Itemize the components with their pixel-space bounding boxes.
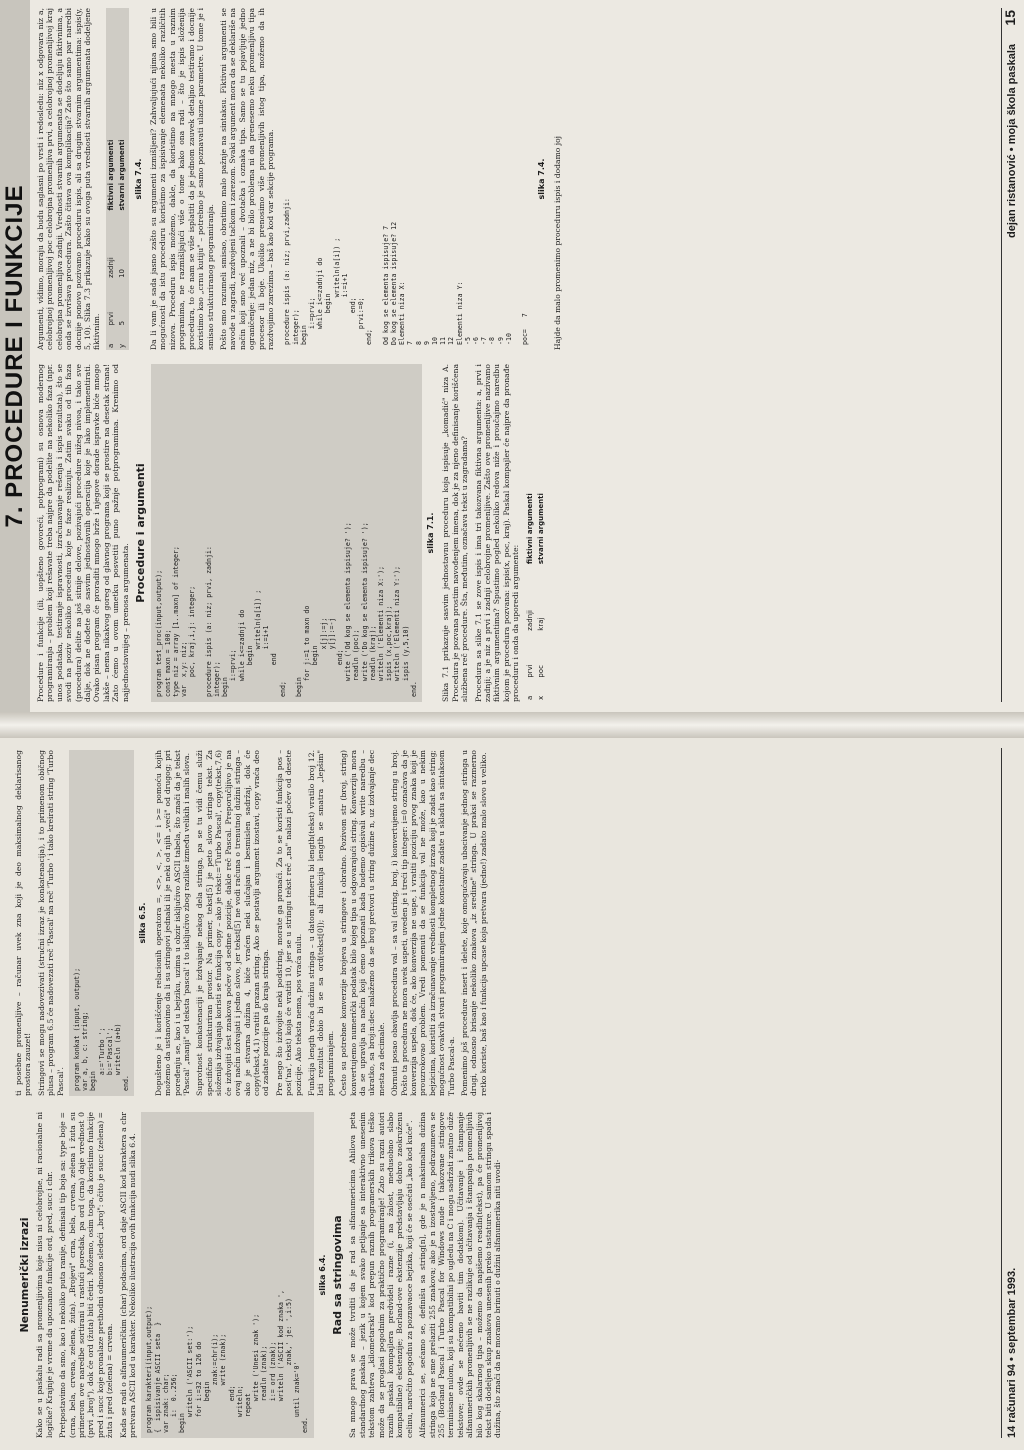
figure-caption: slika 6.4. xyxy=(317,1254,327,1296)
table-cell: a xyxy=(525,695,534,700)
table-cell: 10 xyxy=(118,268,127,278)
paragraph: Alfanumerici se, sećamo se, definišu sa string[n], gde je n maksimalna dužina stringa koja ne sme prelaziti 255 znakova; ako je n izostavljeno, podrazumeva se 255 (Borland Pascal i Turbo Pascal for Windows nude i takozvane stringove terminisane nulom, koji su kompatibilni po ugledu na C i mogu sadržati znatno duže tekstove; ovde se nećemo baviti tim dodatkom). Učitavanje i štampanje alfanumeričkih promenljivih se ne razlikuje od učitavanja i štampanja promenljivih bilo kog skalarnog tipa – možemo da napišemo readln(tekst), pa će promenljivoj tekst biti dodeljen skup znakova unesenih preko tastature. U samom stringu spada i dužina, što znači da ne moramo brinuti o dužini alfanumerika niti uvodi- xyxy=(418,1112,503,1438)
code-listing-6-4: program karakteri(input,output); { ispisivanje ASCII seta } var znak: char; i: 0..256; begin writeln ('ASCII set:'); for i:=32 to 126 do begin znak:=chr(i); write (znak); end; writeln; repeat write ('Unesi znak '); readln (znak); i:= ord (znak); writeln ('ASCII kod znaka ', znak,' je: ',i:5) until znak='0' end. xyxy=(141,1112,313,1438)
binding-gutter xyxy=(0,712,1024,738)
figure-caption: slika 7.1. xyxy=(425,512,435,554)
paragraph: Procedure i funkcije (ili, uopšteno govoreći, potprogrami) su osnova modernog programiranja – problem koji rešavate treba najpre da podelite na nekoliko faza (npr. unos podataka, testiranje ispravnosti, izračunavanje rešenja i ispis rezultata), što se svodi na poziv nekoliko procedura koje te faze realizuju. Zatim svaku od tih faza (procedura) delite na još sitnije delove, pozivajući procedure nižeg nivoa, i tako sve dalje, dok ne dođete do sasvim jednostavnih operacija koje je lako implementirati. Ovako pisan program će proraditi mnogo brže i njegove dorade ispravke biće mnogo lakše – nema nikakvog goreg od glavnog programa koji se prostire na desetak strana! Zato ćemo u ovom umetku posvetiti puno pažnje potprogramima. Krenimo od najjednostavnijeg – prenosa argumenata. xyxy=(36,364,130,702)
section-heading-procedure: Procedure i argumenti xyxy=(134,463,148,603)
paragraph: ti posebne promenljive – računar uvek zna koji je deo maksimalnog deklarisanog prostora zauzet! xyxy=(14,750,33,1096)
paragraph: Slika 7.1 prikazuje sasvim jednostavnu proceduru koja ispisuje „komadić" niza A. Procedura je pozvana prostim navođenjem imena, dok je za njeno definisanje korišćena službena reč procedure. Šta, međutim, označava tekst u zagradama? xyxy=(441,364,470,702)
table-cell: 5 xyxy=(118,320,127,326)
page-footer: 14 računari 94 • septembar 1993. xyxy=(1006,1267,1018,1438)
paragraph: Da li vam je sada jasno zašto su argumenti izmišljeni? Zahvaljujući njima smo bili u mogućnosti da istu proceduru koristimo za ispisivanje elemenata nekoliko različitih nizova. Proceduru ispis možemo, dakle, da koristimo na mnogo mesta u raznim programima, ne razmišljajući više o tome kako ona radi – što je ispis složenija procedura, to će nam se više isplatiti da je jednom zauvek detaljno testiramo i docnije koristimo kao „crnu kutiju" – potrebno je samo poznavati ulazne parametre. U tome je i smisao strukturiranog programiranja. xyxy=(149,8,215,350)
table-cell: a xyxy=(106,343,115,348)
page15-column-2 xyxy=(36,8,986,350)
figure-caption: slika 6.5. xyxy=(138,902,148,944)
chapter-banner: 7. PROCEDURE I FUNKCIJE xyxy=(0,0,30,712)
page-footer-author: dejan ristanović • moja škola paskala xyxy=(1006,44,1018,238)
page14-column-2 xyxy=(14,750,974,1096)
argument-table-7-3 xyxy=(106,8,129,350)
paragraph: Pre nego što izdvojite neki podstring, morate ga pronaći. Za to se koristi funkcija pos – pos('na', tekst) koja će vratiti 10, jer se u stringu tekst reč „na" nalazi počev od desete pozicije. Ako teksta nema, pos vraća nulu. xyxy=(274,750,303,1096)
table-cell: x xyxy=(537,695,546,700)
paragraph: Često su potrebne konverzije brojeva u stringove i obratno. Pozivom str (broj, string) konvertujemo numerički podatak bilo kojeg tipa u odgovarajući string. Konverziju mora da se upravlja na način koji ćemo upoznati kada budemo opisivali write naredbu – ukratko, sa broj:n:dec nalažemo da se broj pretvori u string dužine n, uz izdvajanje dec mesta za decimale. xyxy=(339,750,386,1096)
paragraph: Obrnuti posao obavlja procedura val – sa val (string, broj, i) konvertujemo string u broj. Pošto ta procedura ne mora uvek uspeti, uveden je i treći tip integer: i=0 označava da je konverzija uspela, dok će, ako konverzija ne uspe, i vratiti poziciju prvog znaka koji je prouzrokovao problem. Vredi pomenuti da se funkcija val ne može, kao u nekim bejzicima, koristiti za izračunavanje vrednosti kompletnog izraza koji je zadat kao string; mogućnost ovakvih stvari programiranjem jedne konstante zadate u skladu sa sintaksom Turbo Pascal-a. xyxy=(390,750,456,1096)
table-cell: poc xyxy=(537,665,546,678)
table-cell: kraj xyxy=(537,617,546,631)
paragraph: Kada se radi o alfanumeričkim (char) podacima, ord daje ASCII kod karaktera a chr pretvara ASCII kod u karakter. Nekoliko ilustracija ovih funkcija nudi slika 6.4. xyxy=(118,1112,138,1438)
table-cell: stvarni argumenti xyxy=(537,493,546,565)
paragraph: Argumenti, vidimo, moraju da budu saglasni po vrsti i redosledu: niz x odgovara niz a, celobrojnoj promenljivoj poc celobrojna promenljiva prvi, a celobrojnoj promenljivoj kraj celobrojna promenljiva zadnji. Vrednosti stvarnih argumenata se dodeljuju fiktivnima, a onda se izvršava procedura. Zašto čitava ova komplikacija? Zato što samo par naredbi docnije ponovo pozivamo proceduru ispis, ali sa drugim stvarnim argumentima: ispis(y, 5, 10). Slika 7.3 prikazuje kako su ovoga puta vrednosti stvarnih argumenata dodeljene fiktivnim. xyxy=(36,8,102,350)
section-heading-nenumericki: Nenumerički izrazi xyxy=(18,1217,31,1333)
table-cell: zadnji xyxy=(106,257,115,278)
table-cell: y xyxy=(118,343,127,348)
paragraph: Funkcija length vraća dužinu stringa – u datom primeru bi length(tekst) vratilo broj 12. Isti rezultat dobio bi se sa ord(tekst[0]); ali funkcija length se smatra „lepšim" programiranjem. xyxy=(306,750,335,1096)
paragraph: Pomenimo još procedure insert i delete, koje omogućavaju ubacivanje jednog stringa u drugi, odnosno brisanje nekoliko znakova „iz sredine" stringa. U praksi se razmerno retko koriste, baš kao i funkcija upcase koja pretvara (jedno!) zadato malo slovo u veliko. xyxy=(460,750,488,1096)
page15-column-1 xyxy=(36,364,986,702)
paragraph: Pošto smo razumeli smisao, obratimo malo pažnje na sintaksu. Fiktivni argumenti se navode u zagradi, razdvojeni tačkom i zarezom. Svaki argument mora da se deklariše na način koji smo već upoznali – dvotačka i oznaka tipa. Samo se tu pojavljuje jedno ograničenje: jedan niz, a ne bi bilo problema ni da prenesemo neku promenljivu tipa procesor ili boje. Ukoliko prenosimo više promenljivih istog tipa, možemo da ih razdvojimo zarezima – baš kao kod var sekcije programa. xyxy=(218,8,275,350)
code-listing-7-1: program test_proc(input,output); const maxn = 100; type niz = array [1..maxn] of integer; var x,y: niz; poc, kraj,i,j: integer; procedure ispis (a: niz; prvi, zadnji: integer); begin i:=prvi; while i<=zadnji do begin writeln(a[i]) ; i:=i+1 end end; begin for j:=1 to maxn do begin x[j]:=j; y[j]:=-j end; write ('Od kog se elementa ispisuje? '); readln (poc); write ('Do kog se elementa ispisuje? '); readln (kraj); writeln ('Elementi niza X:'); ispis (x,poc,kraj); writeln ('Elementi niza Y:'); ispis (y,5,10) end. xyxy=(151,364,422,702)
figure-caption: slika 7.4. xyxy=(537,158,547,200)
page-number: 15 xyxy=(1002,10,1018,26)
footer-rule xyxy=(1001,8,1002,702)
page-14 xyxy=(0,738,1024,1450)
table-cell: stvarni argumenti xyxy=(118,139,127,211)
paragraph: Pretpostavimo da smo, kao i nekoliko puta ranije, definisali tip boja sa: type boje = (crna, bela, crvena, zelena, žuta). „Brojevi" crna, bela, crvena, zelena i žuta su primerom ove naredbe sortirani u rastući poredak, pa ord (crna) daje vrednost 0 (prvi „broj"), dok će ord (žuta) biti četiri. Možemo, osim toga, da koristimo funkcije pred i succ koje pronalaze prethodni odnosno sledeći „broj": očito je succ (zelena) = žuta i pred (zelena) = crvena. xyxy=(58,1112,115,1438)
code-listing-7-4: procedure ispis (a: niz; prvi,zadnji: integer); begin i:=prvi; while i<=zadnji do begin writeln(a[i]) ; i:=i+1 end; prvi:=0; end; Od kog se elementa ispisuje? 7 Do kog se elementa ispisuje? 12 Elementi niza X: 7 8 9 10 11 12 Elementi niza Y: -5 -6 -7 -8 -9 -10 poc= 7 xyxy=(283,198,530,345)
paragraph: Kako se u paskalu radi sa promenljivima koje nisu ni celobrojne, ni racionalne ni logičke? Krajnje je vreme da upoznamo funkcije ord, pred, succ i chr. xyxy=(35,1112,54,1438)
paragraph: Suprotnost konkatenaciji je izdvajanje nekog dela stringa, pa se tu vidi čemu služi specifično strukturiran prostor. Na primer, tekst[5] je peto slovo stringa tekst. Za složenija izdvajanja koristi se funkcija copy – ako je tekst:='Turbo Pascal', copy(tekst,7,6) će izdvojiti šest znakova počev od sedme pozicije, dakle reč Pascal. Preporučljivo je na ovaj način izdvajati i jedno slovo, jer tekst[5] ne vodi računa o trenutnoj dužini stringa – ako je stvarna dužina 4, biće vraćen neki slučajan i besmislen sadržaj, dok će copy(tekst,4,1) vratiti prazan string. Ako se postavlji argument izostavi, copy vraća deo od zadate pozicije pa do kraja stringa. xyxy=(195,750,271,1096)
table-cell: prvi xyxy=(525,664,534,678)
figure-caption: slika 7.4. xyxy=(133,158,143,200)
paragraph: Hajde da malo promenimo proceduru ispis i dodamo joj xyxy=(552,135,562,350)
code-listing-6-5: program konkat (input, output); var a, b, c: string; begin a:='Turbo '; b:='Pascal'; writeln (a+b) end. xyxy=(69,750,134,1096)
paragraph: Procedura sa slike 7.1 se zove ispis i ima tri takozvana fiktivna argumenta: a, prvi i zadnji; a je niz a prvi i zadnji celobrojne promenljive. Zašto ove promenljive nazivamo fiktivnim argumentima? Spustimo pogled nekoliko redova niže i proučajmo naredbu kojom je procedura pozvana: ispis(x, poc, kraj). Paskal kompajler će najpre da pronađe proceduru i onda da uporedi argumente: xyxy=(473,364,521,702)
paragraph: Dopušteno je i korišćenje relacionih operatora =, <>, <, >, <= i >= pomoću kojih možemo da ustanovimo da li su stringovi jednaki ili je neki od njih „veći" od drugog; pri poređenju se, kao i u bejziku, uzima u obzir isključivo ASCII tabela, što znači da je tekst 'Pascal' „manji" od teksta 'pascal' i to isključivo zbog razlike između velikih i malih slova. xyxy=(153,750,192,1096)
section-heading-stringovi: Rad sa stringovima xyxy=(330,1215,344,1335)
table-cell: fiktivni argumenti xyxy=(106,139,115,211)
paragraph: Sa mnogo prava se može tvrditi da je rad sa alfanumericima Ahilova peta standardnog paskala – jezik u kojem svako petljanje sa interaktivno unesenim tekstom zahteva „kilometarski" kod prepun raznih programerskih trikova teško može da se proglasi pogodnim za praktično programiranje! Zato su razni autori raznih paskal kompajlera predvideli razne (i, na žalost, međusobno slabo kompatibilne) ekstenzije; Borland-ove ekstenzije predstavljaju dobro zaokruženu celinu, naročito pogodnu za poznavaoce bejzika, koji će se osećati „kao kod kuće". xyxy=(348,1112,414,1438)
paragraph: Stringovi se mogu nadovezivati (stručni izraz je konkatenacija), i to primenom običnog plusa – program 6.5 će nadovezati reč 'Pascal' na reč 'Turbo ' i tako kreirati string 'Turbo Pascal'. xyxy=(36,750,65,1096)
table-cell: prvi xyxy=(106,311,115,326)
table-cell: fiktivni argumenti xyxy=(525,493,534,565)
argument-table-7-2 xyxy=(525,364,548,702)
page-15 xyxy=(0,0,1024,712)
page14-column-1 xyxy=(14,1112,974,1438)
footer-rule xyxy=(1001,748,1002,1438)
table-cell: zadnji xyxy=(525,610,534,631)
